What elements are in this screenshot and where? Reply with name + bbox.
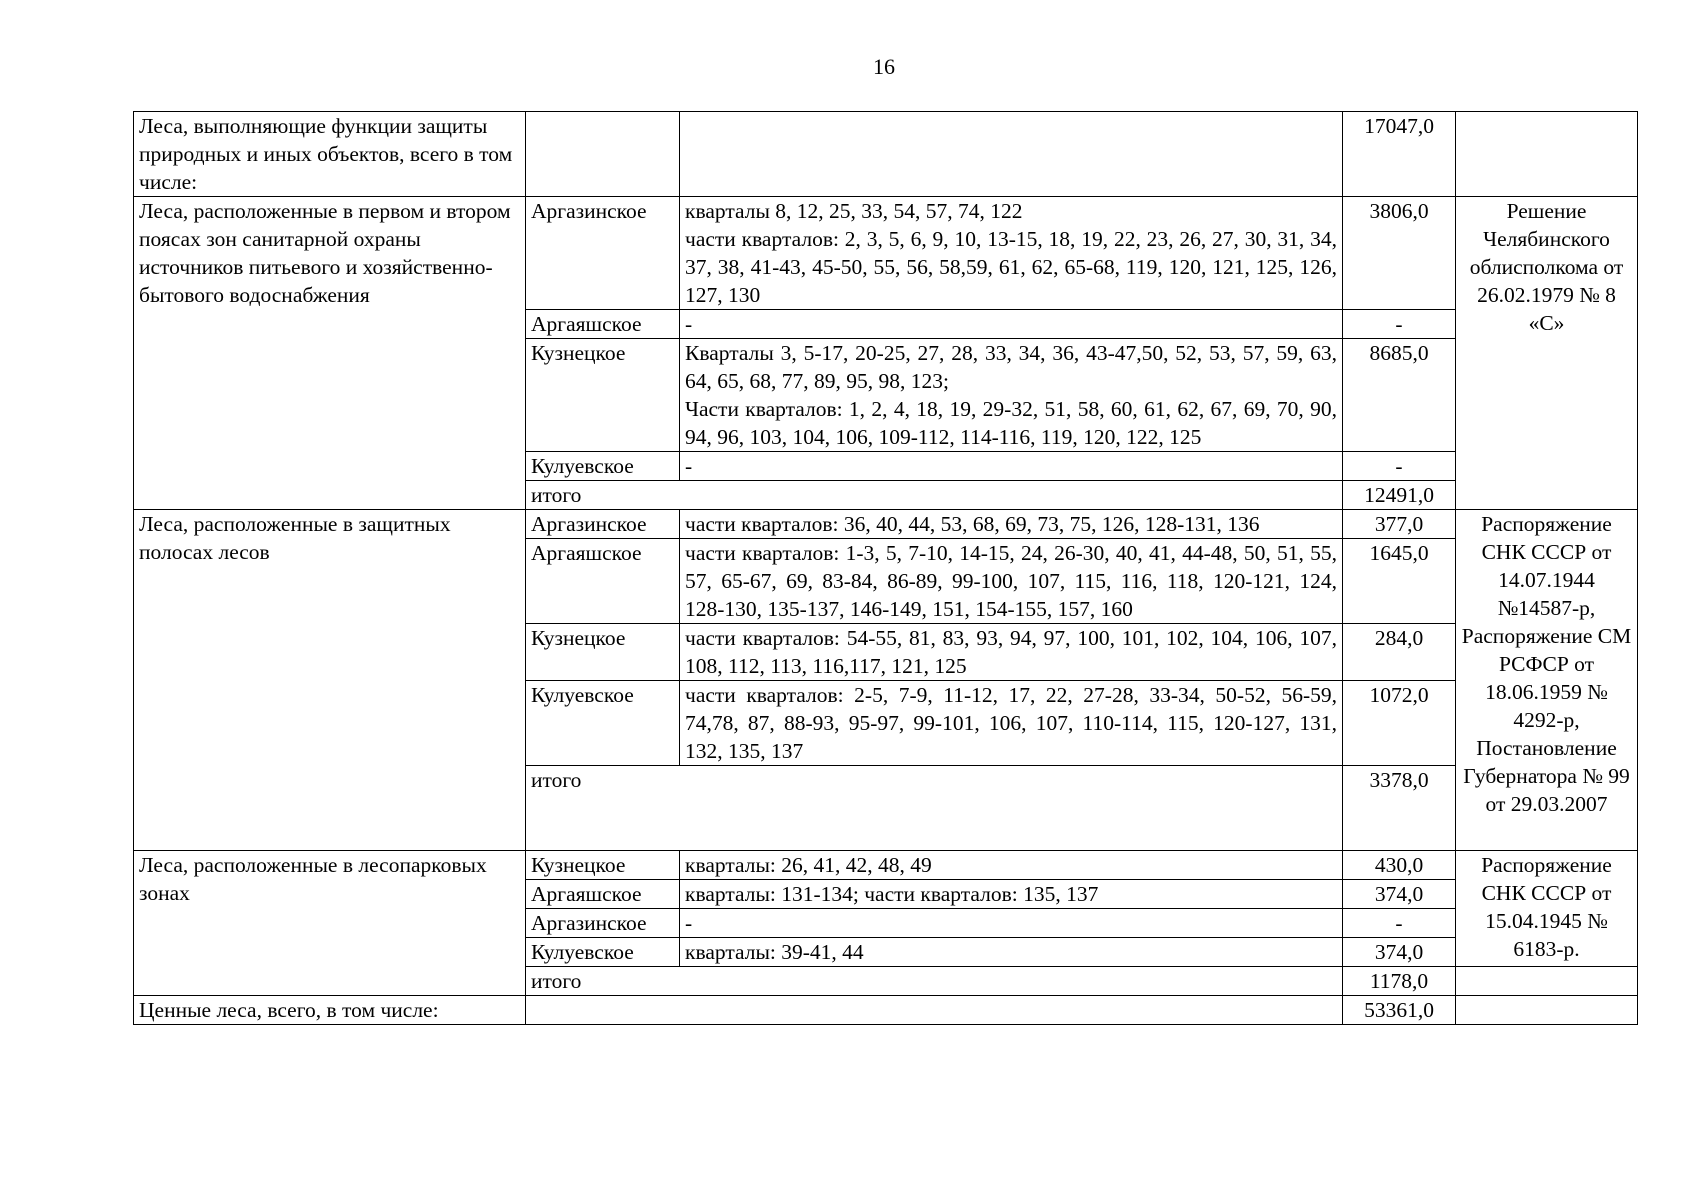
blocks-text: части кварталов: 2, 3, 5, 6, 9, 10, 13-15, 18, 19, 22, 23, 26, 27, 30, 31, 34, 37, 38, 41-43, 45-50, 55, 56, 58,59, 61, 62, 65-68, 119, 120, 121, 125, 126, 127, 130: [685, 227, 1337, 307]
blocks-cell: [680, 112, 1343, 197]
area-cell: -: [1343, 452, 1456, 481]
forestry-cell: Кулуевское: [526, 681, 680, 766]
category-protective-title: Леса, выполняющие функции защиты природных и иных объектов, всего в том числе:: [134, 112, 526, 197]
forestry-cell: Аргазинское: [526, 909, 680, 938]
area-cell: 1645,0: [1343, 539, 1456, 624]
forest-categories-table: [133, 111, 1638, 1025]
total-label: итого: [526, 766, 1343, 851]
blocks-cell: кварталы: 39-41, 44: [680, 938, 1343, 967]
blocks-cell: -: [680, 310, 1343, 339]
blocks-cell: части кварталов: 1-3, 5, 7-10, 14-15, 24, 26-30, 40, 41, 44-48, 50, 51, 55, 57, 65-67, 69, 83-84, 86-89, 99-100, 107, 115, 116, 118, 120-121, 124, 128-130, 135-137, 146-149, 151, 154-155, 157, 160: [680, 539, 1343, 624]
blocks-cell: [680, 197, 1343, 310]
blocks-cell: части кварталов: 54-55, 81, 83, 93, 94, 97, 100, 101, 102, 104, 106, 107, 108, 112, 113, 116,117, 121, 125: [680, 624, 1343, 681]
blocks-cell: кварталы: 26, 41, 42, 48, 49: [680, 851, 1343, 880]
forestry-cell: Аргазинское: [526, 510, 680, 539]
basis-cell: [1456, 967, 1638, 996]
area-cell: -: [1343, 310, 1456, 339]
forestry-cell: Кузнецкое: [526, 851, 680, 880]
forestry-cell: Кулуевское: [526, 452, 680, 481]
blocks-cell: -: [680, 452, 1343, 481]
table-row: [134, 197, 1638, 310]
blocks-text: кварталы 8, 12, 25, 33, 54, 57, 74, 122: [685, 199, 1023, 223]
area-cell: 374,0: [1343, 938, 1456, 967]
total-label: итого: [526, 481, 1343, 510]
blocks-cell: [526, 996, 1343, 1025]
forestry-cell: Аргаяшское: [526, 310, 680, 339]
forestry-cell: Кузнецкое: [526, 339, 680, 452]
category-sanitary-title: Леса, расположенные в первом и втором поясах зон санитарной охраны источников питьевого и хозяйственно-бытового водоснабжения: [134, 197, 526, 510]
total-area: 12491,0: [1343, 481, 1456, 510]
table-row: [134, 996, 1638, 1025]
blocks-cell: -: [680, 909, 1343, 938]
area-cell: 1072,0: [1343, 681, 1456, 766]
area-cell: 377,0: [1343, 510, 1456, 539]
forestry-cell: [526, 112, 680, 197]
blocks-cell: [680, 339, 1343, 452]
forestry-cell: Кузнецкое: [526, 624, 680, 681]
blocks-cell: части кварталов: 2-5, 7-9, 11-12, 17, 22, 27-28, 33-34, 50-52, 56-59, 74,78, 87, 88-93, 95-97, 99-101, 106, 107, 110-114, 115, 120-127, 131, 132, 135, 137: [680, 681, 1343, 766]
basis-cell: [1456, 996, 1638, 1025]
category-belts-title: Леса, расположенные в защитных полосах лесов: [134, 510, 526, 851]
table-row: [134, 112, 1638, 197]
area-cell: -: [1343, 909, 1456, 938]
forestry-cell: Аргаяшское: [526, 539, 680, 624]
forestry-cell: Аргазинское: [526, 197, 680, 310]
forestry-cell: Кулуевское: [526, 938, 680, 967]
total-area: 3378,0: [1343, 766, 1456, 851]
table-row: [134, 851, 1638, 880]
total-area: 1178,0: [1343, 967, 1456, 996]
blocks-cell: части кварталов: 36, 40, 44, 53, 68, 69, 73, 75, 126, 128-131, 136: [680, 510, 1343, 539]
basis-cell: Распоряжение СНК СССР от 14.07.1944 №14587-р, Распоряжение СМ РСФСР от 18.06.1959 № 4292-р, Постановление Губернатора № 99 от 29.03.2007: [1456, 510, 1638, 851]
area-cell: 374,0: [1343, 880, 1456, 909]
basis-cell: Распоряжение СНК СССР от 15.04.1945 № 6183-р.: [1456, 851, 1638, 967]
category-valuable-title: Ценные леса, всего, в том числе:: [134, 996, 526, 1025]
blocks-text: Части кварталов: 1, 2, 4, 18, 19, 29-32, 51, 58, 60, 61, 62, 67, 69, 70, 90, 94, 96, 103, 104, 106, 109-112, 114-116, 119, 120, 122, 125: [685, 397, 1337, 449]
forestry-cell: Аргаяшское: [526, 880, 680, 909]
area-cell: 430,0: [1343, 851, 1456, 880]
page-number: 16: [873, 54, 895, 79]
area-cell: 17047,0: [1343, 112, 1456, 197]
area-cell: 8685,0: [1343, 339, 1456, 452]
category-parks-title: Леса, расположенные в лесопарковых зонах: [134, 851, 526, 996]
area-cell: 3806,0: [1343, 197, 1456, 310]
basis-cell: [1456, 112, 1638, 197]
total-label: итого: [526, 967, 1343, 996]
area-cell: 53361,0: [1343, 996, 1456, 1025]
table-row: [134, 510, 1638, 539]
basis-cell: Решение Челябинского облисполкома от 26.02.1979 № 8 «С»: [1456, 197, 1638, 510]
blocks-text: Кварталы 3, 5-17, 20-25, 27, 28, 33, 34, 36, 43-47,50, 52, 53, 57, 59, 63, 64, 65, 68, 77, 89, 95, 98, 123;: [685, 341, 1337, 393]
blocks-cell: кварталы: 131-134; части кварталов: 135, 137: [680, 880, 1343, 909]
area-cell: 284,0: [1343, 624, 1456, 681]
